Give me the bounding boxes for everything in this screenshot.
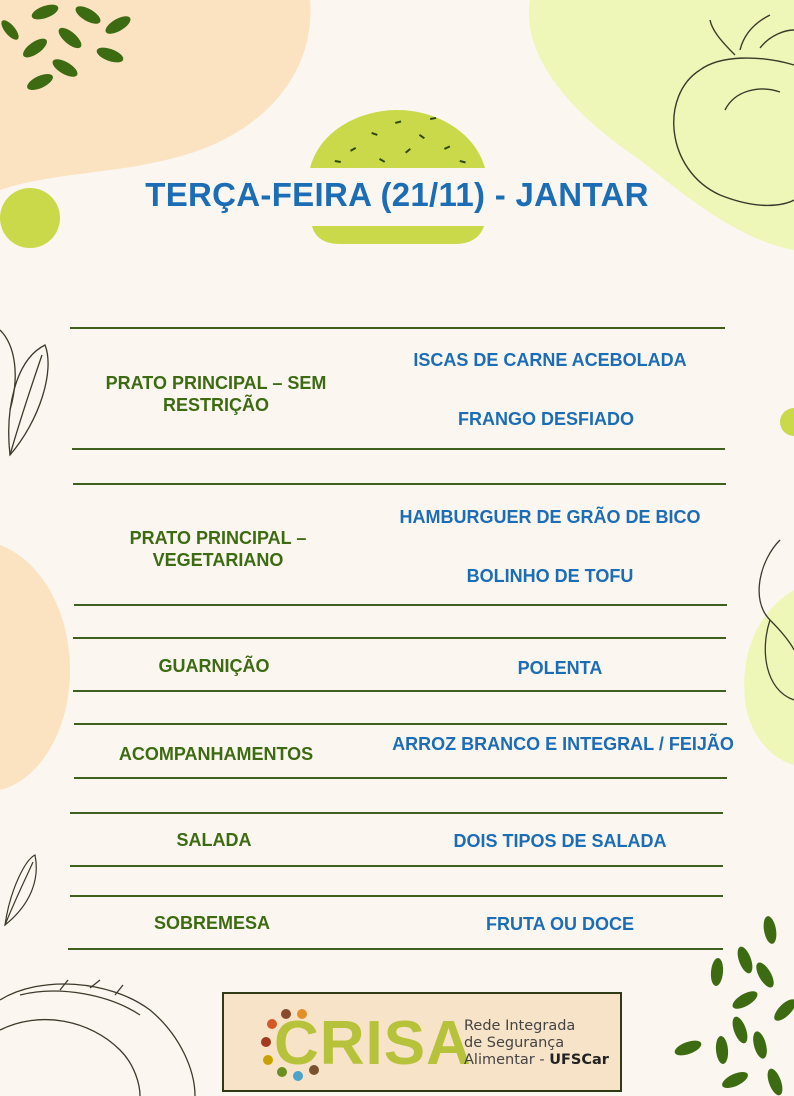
- menu-value: HAMBURGUER DE GRÃO DE BICO: [399, 507, 701, 527]
- tagline-text: Alimentar -: [464, 1052, 550, 1068]
- menu-label: PRATO PRINCIPAL – VEGETARIANO: [129, 528, 307, 570]
- menu-label: SALADA: [176, 830, 252, 850]
- menu-value: POLENTA: [517, 658, 603, 678]
- menu-value: BOLINHO DE TOFU: [466, 566, 634, 586]
- menu-value: ISCAS DE CARNE ACEBOLADA: [413, 350, 687, 370]
- menu-label: SOBREMESA: [153, 913, 270, 933]
- row-divider: [70, 865, 723, 867]
- row-divider: [74, 723, 727, 725]
- menu-label: ACOMPANHAMENTOS: [118, 744, 314, 764]
- row-divider: [73, 483, 726, 485]
- row-divider: [73, 637, 726, 639]
- menu-value: FRUTA OU DOCE: [486, 914, 634, 934]
- tagline-bold: UFSCar: [549, 1052, 609, 1068]
- page-title: TERÇA-FEIRA (21/11) - JANTAR: [145, 176, 649, 213]
- tagline-line: [464, 1052, 609, 1069]
- menu-value: ARROZ BRANCO E INTEGRAL / FEIJÃO: [392, 734, 734, 754]
- logo-tagline: [464, 1018, 609, 1069]
- menu-label: PRATO PRINCIPAL – SEM RESTRIÇÃO: [105, 373, 327, 415]
- menu-value: DOIS TIPOS DE SALADA: [453, 831, 667, 851]
- row-divider: [70, 327, 725, 329]
- tagline-line: de Segurança: [464, 1035, 565, 1051]
- row-divider: [70, 812, 723, 814]
- tagline-line: Rede Integrada: [464, 1018, 576, 1034]
- menu-label: GUARNIÇÃO: [158, 656, 270, 676]
- menu-value: FRANGO DESFIADO: [457, 409, 634, 429]
- crisa-wordmark: CRISA: [274, 1009, 472, 1078]
- row-divider: [74, 777, 727, 779]
- crisa-logo-box: [222, 992, 622, 1092]
- row-divider: [74, 604, 727, 606]
- row-divider: [70, 895, 723, 897]
- row-divider: [72, 448, 725, 450]
- row-divider: [68, 948, 723, 950]
- row-divider: [73, 690, 726, 692]
